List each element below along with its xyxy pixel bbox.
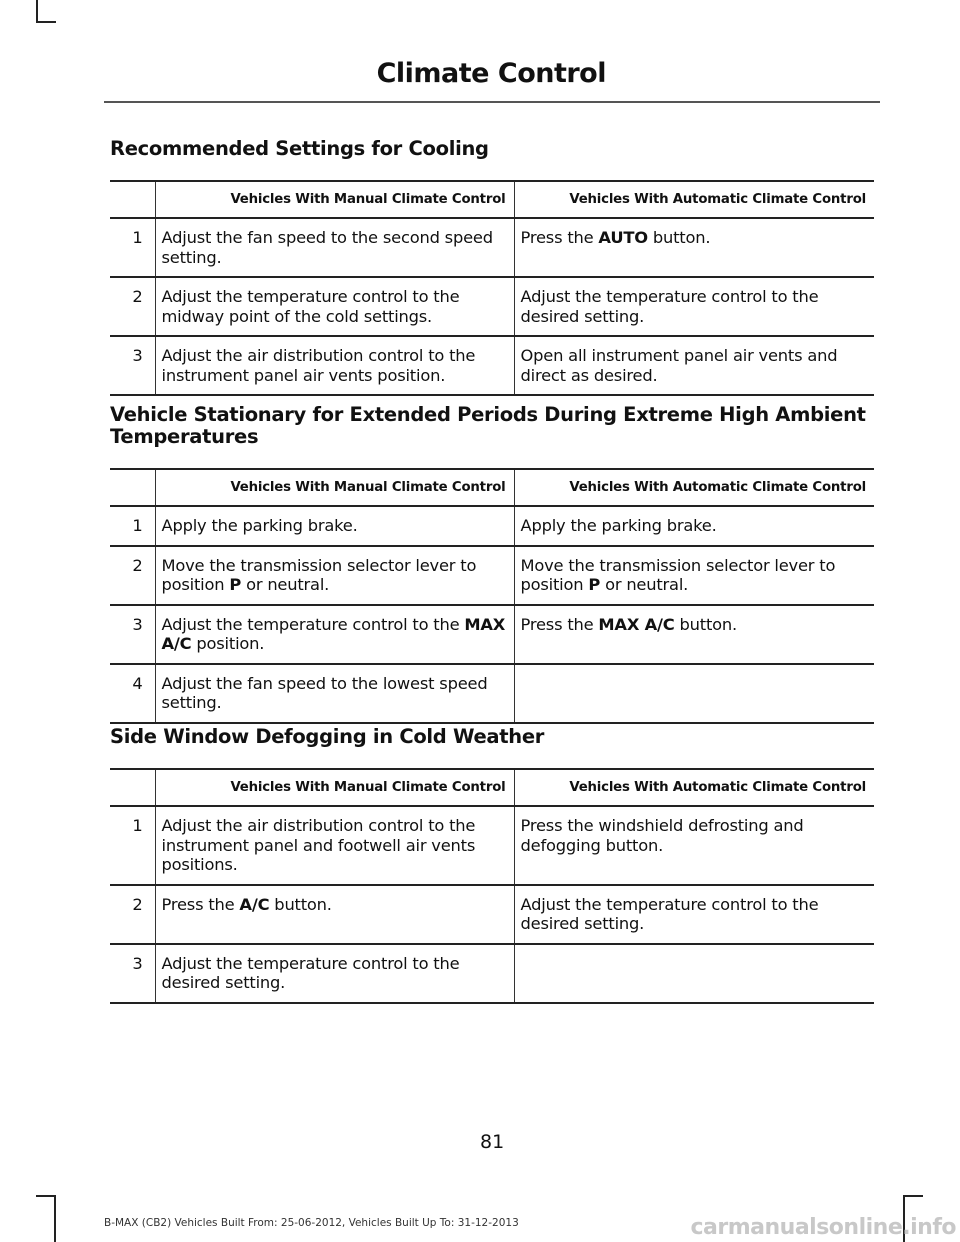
cell-text: Apply the parking brake. (161, 516, 358, 535)
section (110, 726, 874, 1004)
manual-column-header: Vehicles With Manual Climate Control (155, 769, 514, 806)
bold-term: MAX A/C (598, 614, 675, 634)
step-column-header (110, 181, 155, 218)
automatic-step (514, 885, 874, 944)
manual-column-header: Vehicles With Manual Climate Control (155, 181, 514, 218)
cell-text: button. (269, 894, 332, 914)
manual-step (155, 277, 514, 336)
bold-term: AUTO (598, 228, 648, 247)
footer-model-line: B-MAX (CB2) Vehicles Built From: 25-06-2012, Vehicles Built Up To: 31-12-2013 (104, 1217, 519, 1229)
bold-term: P (588, 575, 601, 594)
automatic-step (514, 506, 874, 546)
table-header-row (110, 469, 874, 506)
manual-step (155, 664, 514, 723)
settings-table (110, 180, 874, 396)
automatic-column-header: Vehicles With Automatic Climate Control (514, 469, 874, 506)
table-row (110, 277, 874, 336)
automatic-step (514, 806, 874, 885)
manual-step (155, 605, 514, 664)
cell-text: position. (191, 634, 265, 653)
cell-text: Adjust the fan speed to the second speed setting. (161, 228, 493, 267)
cell-text: Press the (161, 894, 240, 914)
cell-text: button. (674, 614, 737, 634)
table-row (110, 218, 874, 277)
cell-text: Adjust the air distribution control to the instrument panel air vents position. (161, 346, 476, 385)
table-row (110, 944, 874, 1003)
download-note (0, 0, 24, 1242)
cell-text: Adjust the fan speed to the lowest speed setting. (161, 673, 488, 712)
step-number: 2 (110, 277, 155, 336)
settings-table (110, 768, 874, 1004)
automatic-step (514, 664, 874, 723)
settings-table (110, 468, 874, 724)
step-number: 3 (110, 336, 155, 395)
cell-text: Adjust the temperature control to the desired setting. (161, 953, 460, 992)
cell-text: Press the (520, 614, 599, 634)
manual-step (155, 546, 514, 605)
step-number: 2 (110, 546, 155, 605)
automatic-column-header: Vehicles With Automatic Climate Control (514, 769, 874, 806)
step-column-header (110, 769, 155, 806)
step-number: 1 (110, 506, 155, 546)
cell-text: Adjust the air distribution control to the instrument panel and footwell air vents positions. (161, 816, 476, 874)
table-row (110, 605, 874, 664)
cell-text: Apply the parking brake. (520, 516, 717, 535)
table-row (110, 546, 874, 605)
cell-text: Move the transmission selector lever to position (161, 555, 477, 594)
page-number: 81 (480, 1131, 505, 1153)
crop-mark (36, 21, 56, 23)
automatic-step (514, 277, 874, 336)
cell-text: or neutral. (600, 575, 689, 594)
automatic-step (514, 546, 874, 605)
bold-term: A/C (239, 894, 270, 914)
crop-mark (903, 1195, 923, 1197)
cell-text: button. (647, 228, 711, 247)
manual-step (155, 506, 514, 546)
section (110, 404, 874, 724)
table-row (110, 336, 874, 395)
cell-text: Adjust the temperature control to the desired setting. (520, 287, 819, 326)
section (110, 138, 874, 396)
manual-column-header: Vehicles With Manual Climate Control (155, 469, 514, 506)
automatic-column-header: Vehicles With Automatic Climate Control (514, 181, 874, 218)
manual-step (155, 336, 514, 395)
step-number: 2 (110, 885, 155, 944)
manual-step (155, 218, 514, 277)
section-heading: Vehicle Stationary for Extended Periods During Extreme High Ambient Temperatures (110, 403, 866, 448)
bold-term: P (229, 575, 242, 594)
step-number: 3 (110, 605, 155, 664)
cell-text: Move the transmission selector lever to position (520, 555, 836, 594)
bold-term: MAX A/C (161, 614, 506, 653)
table-header-row (110, 769, 874, 806)
table-row (110, 664, 874, 723)
manual-step (155, 944, 514, 1003)
automatic-step (514, 944, 874, 1003)
cell-text: Open all instrument panel air vents and direct as desired. (520, 346, 838, 385)
step-number: 1 (110, 218, 155, 277)
table-header-row (110, 181, 874, 218)
step-column-header (110, 469, 155, 506)
crop-mark (36, 0, 38, 22)
crop-mark (54, 1195, 56, 1242)
cell-text: Press the (520, 228, 599, 247)
automatic-step (514, 336, 874, 395)
manual-step (155, 806, 514, 885)
crop-mark (36, 1195, 56, 1197)
automatic-step (514, 605, 874, 664)
cell-text: Adjust the temperature control to the desired setting. (520, 894, 819, 933)
header-divider (104, 101, 880, 103)
step-number: 1 (110, 806, 155, 885)
step-number: 4 (110, 664, 155, 723)
cell-text: or neutral. (241, 575, 330, 594)
table-row (110, 806, 874, 885)
cell-text: Press the windshield defrosting and defogging button. (520, 816, 804, 855)
section-heading: Recommended Settings for Cooling (110, 137, 489, 160)
page-title: Climate Control (376, 58, 606, 89)
automatic-step (514, 218, 874, 277)
table-row (110, 506, 874, 546)
cell-text: Adjust the temperature control to the midway point of the cold settings. (161, 287, 460, 326)
section-heading: Side Window Defogging in Cold Weather (110, 725, 545, 748)
step-number: 3 (110, 944, 155, 1003)
cell-text: Adjust the temperature control to the (161, 614, 465, 634)
watermark: carmanualsonline.info (690, 1215, 956, 1240)
table-row (110, 885, 874, 944)
manual-step (155, 885, 514, 944)
